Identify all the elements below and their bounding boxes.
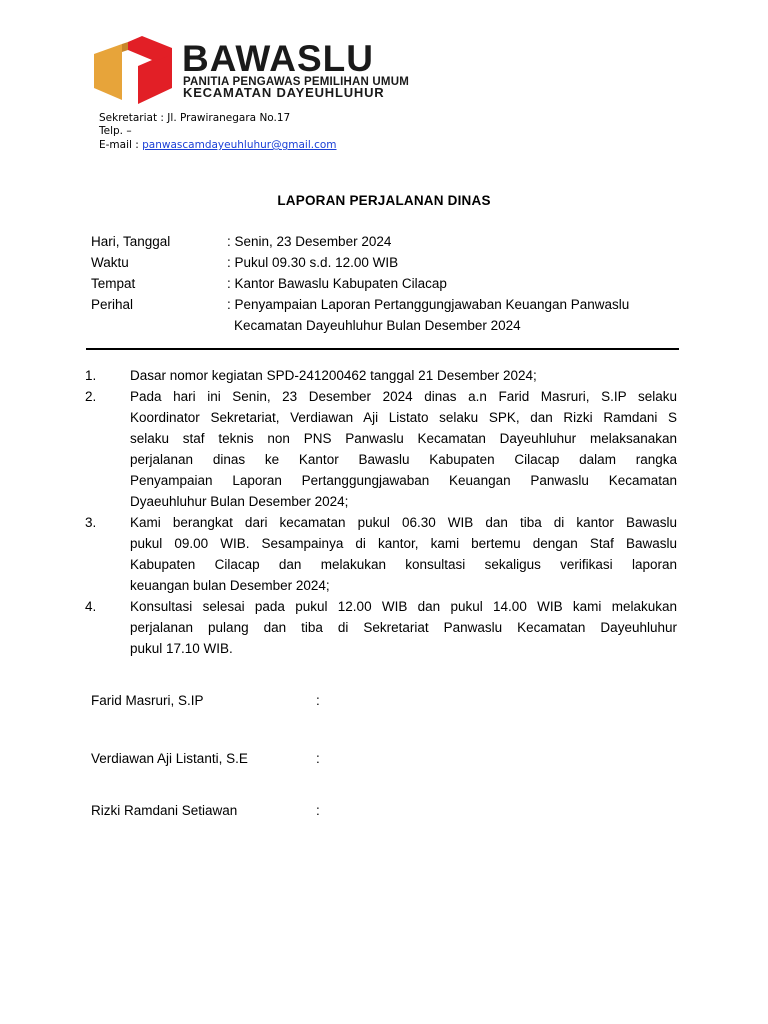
brand-subtitle-1: PANITIA PENGAWAS PEMILIHAN UMUM (183, 76, 409, 88)
item-line: perjalanan pulang dan tiba di Sekretariat Panwaslu Kecamatan Dayeuhluhur (130, 620, 677, 635)
info-label-place: Tempat (91, 276, 136, 291)
item-line: perjalanan dinas ke Kantor Bawaslu Kabupaten Cilacap dalam rangka (130, 452, 677, 467)
list-item-3 (130, 512, 677, 596)
item-line: Kabupaten Cilacap dan melakukan konsultasi sekaligus verifikasi laporan (130, 557, 677, 572)
signatory-colon-1: : (316, 693, 320, 708)
secretariat-address: Sekretariat : Jl. Prawiranegara No.17 (99, 112, 291, 124)
info-label-date: Hari, Tanggal (91, 234, 171, 249)
info-value-date: : Senin, 23 Desember 2024 (227, 234, 392, 249)
phone-line: Telp. – (99, 125, 132, 137)
item-number-2: 2. (85, 389, 97, 404)
signatory-name-2: Verdiawan Aji Listanti, S.E (91, 751, 248, 766)
signatory-name-1: Farid Masruri, S.IP (91, 693, 204, 708)
item-number-1: 1. (85, 368, 97, 383)
document-title: LAPORAN PERJALANAN DINAS (277, 193, 491, 208)
email-label: E-mail : (99, 139, 143, 151)
item-line: keuangan bulan Desember 2024; (130, 578, 330, 593)
info-label-time: Waktu (91, 255, 129, 270)
info-value-subject: : Penyampaian Laporan Pertanggungjawaban Keuangan Panwaslu (227, 297, 630, 312)
email-line (99, 139, 337, 152)
item-line: pukul 09.00 WIB. Sesampainya di kantor, kami bertemu dengan Staf Bawaslu (130, 536, 677, 551)
item-line: Dasar nomor kegiatan SPD-241200462 tanggal 21 Desember 2024; (130, 368, 537, 383)
signatory-colon-2: : (316, 751, 320, 766)
item-line: Konsultasi selesai pada pukul 12.00 WIB dan pukul 14.00 WIB kami melakukan (130, 599, 677, 614)
list-item-1 (130, 365, 677, 386)
item-line: Koordinator Sekretariat, Verdiawan Aji Listato selaku SPK, dan Rizki Ramdani S (130, 410, 677, 425)
item-line: pukul 17.10 WIB. (130, 641, 233, 656)
item-line: selaku staf teknis non PNS Panwaslu Kecamatan Dayeuhluhur melaksanakan (130, 431, 677, 446)
item-number-3: 3. (85, 515, 97, 530)
list-item-4 (130, 596, 677, 659)
info-value-time: : Pukul 09.30 s.d. 12.00 WIB (227, 255, 399, 270)
signatory-name-3: Rizki Ramdani Setiawan (91, 803, 238, 818)
info-value-subject-cont: Kecamatan Dayeuhluhur Bulan Desember 2024 (234, 318, 521, 333)
signatory-colon-3: : (316, 803, 320, 818)
info-value-place: : Kantor Bawaslu Kabupaten Cilacap (227, 276, 447, 291)
item-line: Dyaeuhluhur Bulan Desember 2024; (130, 494, 349, 509)
bawaslu-logo-icon (92, 36, 176, 108)
item-line: Pada hari ini Senin, 23 Desember 2024 dinas a.n Farid Masruri, S.IP selaku (130, 389, 677, 404)
item-number-4: 4. (85, 599, 97, 614)
brand-subtitle-2: KECAMATAN DAYEUHLUHUR (183, 85, 385, 100)
email-link[interactable]: panwascamdayeuhluhur@gmail.com (142, 139, 337, 151)
item-line: Kami berangkat dari kecamatan pukul 06.30 WIB dan tiba di kantor Bawaslu (130, 515, 677, 530)
item-line: Penyampaian Laporan Pertanggungjawaban Keuangan Panwaslu Kecamatan (130, 473, 677, 488)
info-label-subject: Perihal (91, 297, 134, 312)
divider-line (86, 348, 679, 350)
brand-name: BAWASLU (182, 38, 374, 79)
list-item-2 (130, 386, 677, 512)
